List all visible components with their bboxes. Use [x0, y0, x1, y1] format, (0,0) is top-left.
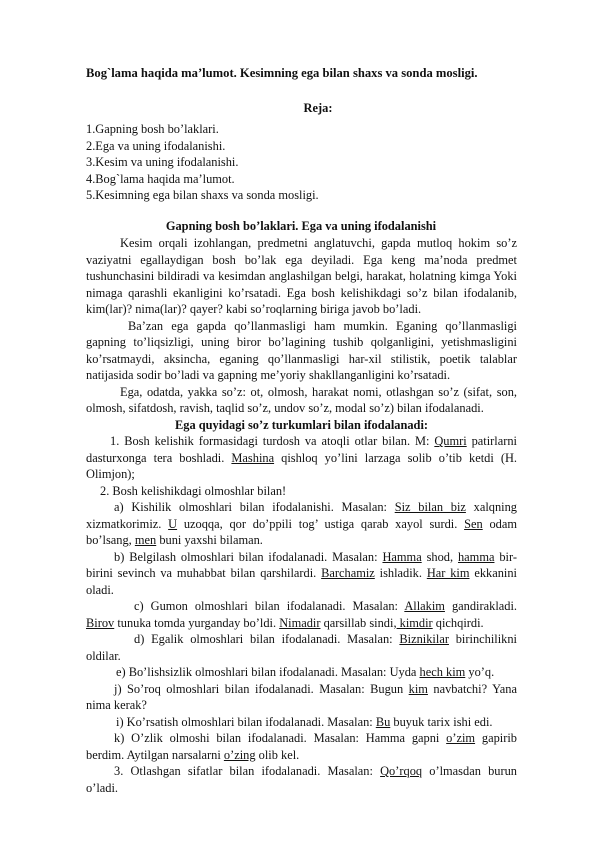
- text: patirlarni dasturxonga tera boshladi.: [86, 434, 517, 465]
- text: odam bo’lsang,: [86, 516, 517, 547]
- paragraph-omission: Ba’zan ega gapda qo’llanmasligi ham mumkin. Eganing qo’llanmasligi gapning to’liqsizligi, uning biror bo’lagining tushib qolganligini, yetishmasligini ko’rsatmaydi, aksincha, eganing qo’llanmasligi har-xil stilistik, poetik talablar natijasida sodir bo’ladi va gapning me’yoriy shakllanganligini ko’rsatadi.: [86, 318, 517, 382]
- example-word: hech kim: [419, 665, 466, 679]
- text: i) Ko’rsatish olmoshlari bilan ifodalanadi. Masalan:: [116, 714, 376, 729]
- sub-item-a: [86, 499, 517, 549]
- list-item-nouns: [86, 433, 517, 483]
- plan-item: 2.Ega va uning ifodalanishi.: [86, 138, 226, 153]
- example-word: U: [168, 516, 178, 531]
- text: shod,: [421, 549, 458, 564]
- text: olib kel.: [255, 747, 300, 762]
- list-item-adjectives: [86, 763, 517, 796]
- plan-item: 5.Kesimning ega bilan shaxs va sonda mosligi.: [86, 188, 319, 203]
- section-heading: Gapning bosh bo’laklari. Ega va uning ifodalanishi: [165, 219, 437, 233]
- example-word: Siz bilan biz: [394, 500, 466, 514]
- example-word: Har kim: [426, 566, 470, 580]
- example-word: o’zing: [223, 747, 256, 762]
- example-word: hamma: [457, 549, 495, 564]
- text: buyuk tarix ishi edi.: [390, 714, 493, 729]
- text: qishloq yo’lini larzaga solib o’tib ketdi (H. Olimjon);: [86, 450, 518, 481]
- text: buni yaxshi bilaman.: [156, 533, 263, 547]
- example-word: Biznikilar: [399, 632, 449, 646]
- text: o’lmasdan burun o’ladi.: [86, 764, 517, 795]
- sub-item-i: [86, 714, 517, 731]
- example-word: Qumri: [434, 434, 467, 448]
- example-word: Qo’rqoq: [380, 764, 423, 778]
- text: ishladik.: [374, 566, 427, 580]
- example-word: Barchamiz: [321, 566, 375, 580]
- list-item-pronouns: 2. Bosh kelishikdagi olmoshlar bilan!: [100, 483, 287, 498]
- sub-item-d: [86, 631, 517, 664]
- text: bir-birini sevinch va muhabbat bilan qarshilardi.: [86, 549, 517, 580]
- text: yo’q.: [465, 665, 495, 679]
- text: d) Egalik olmoshlari bilan ifodalanadi. Masalan:: [134, 632, 400, 646]
- text: navbatchi? Yana nima kerak?: [86, 681, 517, 712]
- text: uzoqqa, qor do’ppili tog’ ustiga qarab xayol surdi.: [177, 516, 465, 531]
- sub-item-k: [86, 730, 517, 763]
- example-word: Birov: [86, 615, 115, 630]
- paragraph-definition: Kesim orqali izohlangan, predmetni anglatuvchi, gapda mutloq hokim so’z vaziyatni egallaydigan bosh bo’lak ega deyiladi. Ega keng ma’noda predmet tushunchasini bildiradi va kesimdan anglashilgan belgi, harakat, holatning kimga Yoki nimaga qarashli ekanligini ko’rsatadi. Ega bosh kelishikdagi so’z bilan ifodalanib, kim(lar)? nima(lar)? qayer? kabi so’roqlarning biriga javob bo’ladi.: [86, 236, 517, 316]
- document-title: Bog`lama haqida ma’lumot. Kesimning ega bilan shaxs va sonda mosligi.: [86, 66, 478, 80]
- text: tunuka tomda yurganday bo’ldi.: [114, 615, 280, 630]
- example-word: Nimadir: [279, 615, 321, 630]
- text: ekkanini oladi.: [86, 566, 518, 597]
- plan-heading: Reja:: [303, 101, 333, 115]
- text: 3. Otlashgan sifatlar bilan ifodalanadi. Masalan:: [114, 764, 381, 778]
- text: e) Bo’lishsizlik olmoshlari bilan ifodalanadi. Masalan: Uyda: [116, 665, 420, 679]
- text: k) O’zlik olmoshi bilan ifodalanadi. Masalan: Hamma gapni: [114, 731, 447, 745]
- example-word: Hamma: [382, 549, 422, 564]
- plan-item: 3.Kesim va uning ifodalanishi.: [86, 155, 239, 170]
- text: a) Kishilik olmoshlari bilan ifodalanishi. Masalan:: [114, 500, 395, 514]
- plan-item: 1.Gapning bosh bo’laklari.: [86, 122, 219, 136]
- text: birinchilikni oldilar.: [86, 632, 517, 663]
- text: gandirakladi.: [444, 599, 517, 613]
- text: c) Gumon olmoshlari bilan ifodalanadi. Masalan:: [134, 599, 405, 613]
- paragraph-expression: Ega, odatda, yakka so’z: ot, olmosh, harakat nomi, otlashgan so’z (sifat, son, olmosh, sifatdosh, ravish, taqlid so’z, undov so’z, modal so’z) bilan ifodalanadi.: [86, 384, 517, 415]
- example-word: Sen: [464, 516, 483, 531]
- example-word: o’zim: [446, 731, 476, 745]
- document-body: [86, 235, 517, 796]
- text: 1. Bosh kelishik formasidagi turdosh va atoqli otlar bilan. M:: [110, 434, 435, 448]
- example-word: Allakim: [404, 599, 445, 613]
- text: qarsillab sindi,: [320, 615, 397, 630]
- plan-list: [86, 121, 516, 204]
- sub-item-c: [86, 598, 517, 631]
- example-word: Mashina: [231, 450, 275, 465]
- text: j) So’roq olmoshlari bilan ifodalanadi. Masalan: Bugun: [114, 681, 409, 696]
- example-word: men: [134, 533, 157, 547]
- example-word: Bu: [375, 714, 391, 729]
- text: b) Belgilash olmoshlari bilan ifodalanadi. Masalan:: [114, 549, 383, 564]
- sub-item-e: [86, 664, 517, 681]
- sub-item-j: [86, 681, 517, 714]
- sub-item-b: [86, 549, 517, 599]
- text: xalqning xizmatkorimiz.: [86, 500, 517, 531]
- plan-item: 4.Bog`lama haqida ma’lumot.: [86, 171, 235, 186]
- subsection-heading: Ega quyidagi so’z turkumlari bilan ifodalanadi:: [174, 417, 429, 432]
- text: gapirib berdim. Aytilgan narsalarni: [86, 731, 517, 762]
- example-word: kimdir: [396, 615, 433, 630]
- example-word: kim: [408, 681, 428, 696]
- text: qichqirdi.: [432, 615, 484, 630]
